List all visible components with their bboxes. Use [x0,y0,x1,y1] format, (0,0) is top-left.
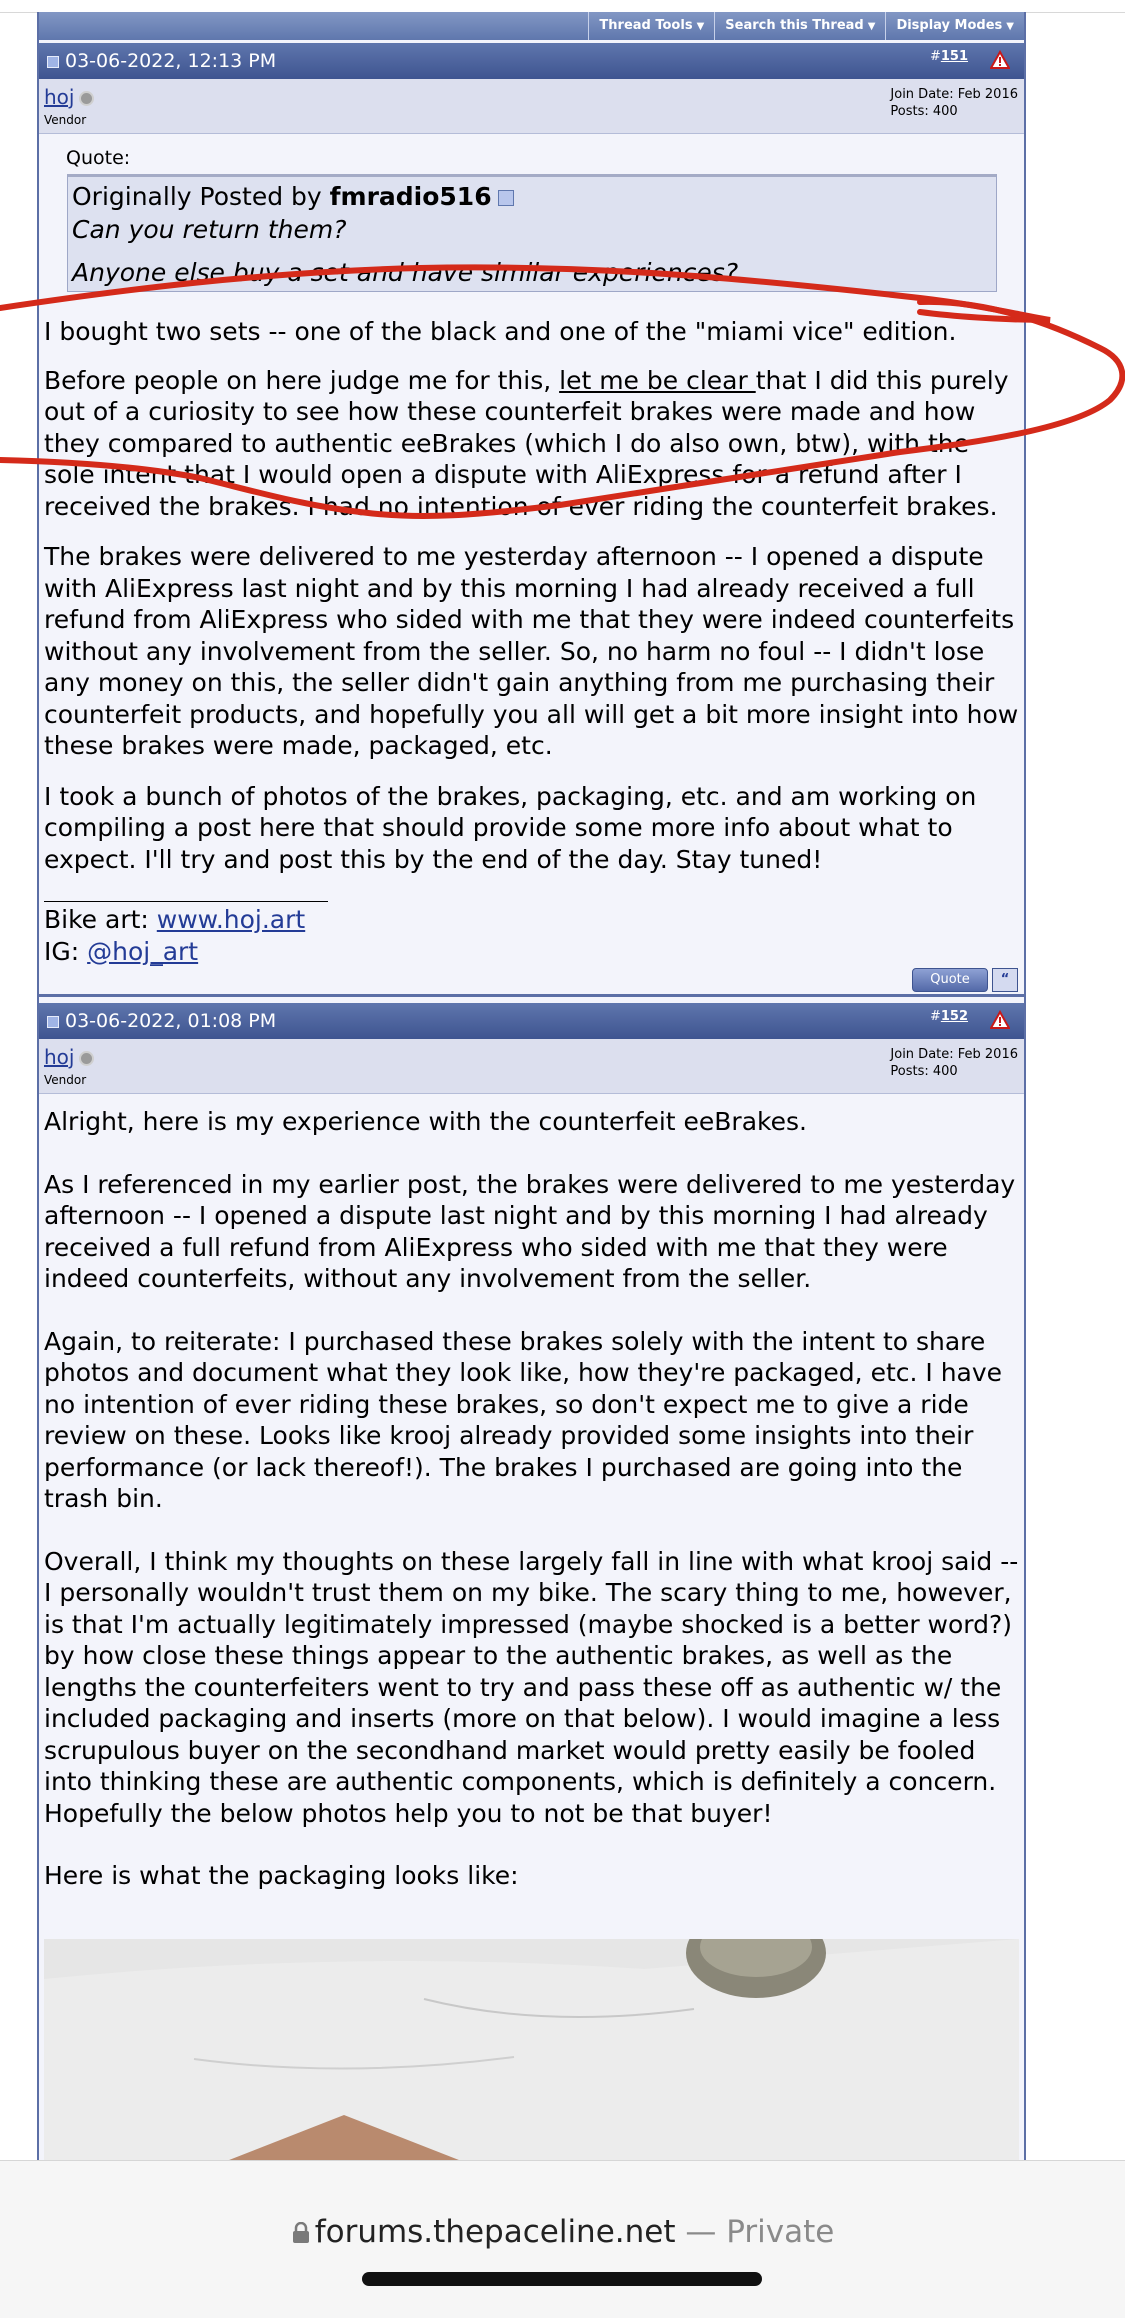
post-separator [39,994,1024,997]
signature-divider [44,901,328,902]
report-post-icon[interactable] [990,1010,1010,1030]
post-paragraph: Again, to reiterate: I purchased these brakes solely with the intent to share photos and document what they look like, how they're packaged, etc. I have no intention of ever riding these brakes, so don't expect me to give a ride review on these. Looks like krooj already provided some insights into their performance (or lack thereof!). The brakes I purchased are going into the trash bin. [44,1326,1003,1513]
post-paragraph: The brakes were delivered to me yesterday afternoon -- I opened a dispute with AliExpress last night and by this morning I had already received a full refund from AliExpress who sided with me that they were indeed counterfeits without any involvement from the seller. So, no harm no foul -- I didn't lose any money on this, the seller didn't gain anything from me purchasing their counterfeit products, and hopefully you all will get a bit more insight into how these brakes were made, packaged, etc. [44,542,1019,760]
post-number-link[interactable]: 151 [940,49,968,64]
post-date: 03-06-2022, 01:08 PM [65,1010,277,1032]
post-paragraph: Before people on here judge me for this, let me be clear that I did this purely out of a curiosity to see how these counterfeit brakes were made and how they compared to authentic eeBrakes (which I do also own, btw), with the sole intent that I would open a dispute with AliExpress for a refund after I received the brakes. I had no intention of ever riding the counterfeit brakes. [44,365,1009,521]
post-paragraph: Overall, I think my thoughts on these largely fall in line with what krooj said -- I personally wouldn't trust them on my bike. The scary thing to me, however, is that I'm actually legitimately impressed (maybe shocked is a better word?) by how close these things appear to the authentic brakes, as well as the lengths the counterfeiters went to try and pass these off as authentic w/ the included packaging and inserts (more on that below). I would imagine a less scrupulous buyer on the secondhand market would pretty easily be fooled into thinking these are authentic components, which is definitely a concern. Hopefully the below photos help you to not be that buyer! [44,1546,1019,1828]
thread-container [37,12,1026,2162]
instagram-link[interactable]: @hoj_art [87,936,199,966]
url-domain: forums.thepaceline.net [314,2214,676,2250]
post-status-icon [47,1016,59,1028]
join-date: Join Date: Feb 2016 [890,87,1018,102]
photo-content [44,1939,1019,2162]
underlined-text: let me be clear [559,365,756,395]
post-status-icon [47,56,59,68]
username-link[interactable]: hoj [44,1045,75,1069]
username-link[interactable]: hoj [44,85,75,109]
post-message [44,316,1019,875]
signature: Bike art: www.hoj.art IG: @hoj_art [44,905,306,966]
lock-icon [291,2222,311,2244]
post-paragraph: I took a bunch of photos of the brakes, packaging, etc. and am working on compiling a post here that should provide some more info about what to expect. I'll try and post this by the end of the day. Stay tuned! [44,781,977,874]
home-indicator[interactable] [362,2272,762,2286]
bike-art-link[interactable]: www.hoj.art [156,905,306,934]
packaging-photo[interactable] [44,1939,1019,2162]
post-number-link[interactable]: 152 [940,1009,968,1024]
post-date: 03-06-2022, 12:13 PM [65,50,277,72]
quote-line-2: Anyone else buy a set and have similar experiences? [72,258,739,287]
multi-quote-icon[interactable]: “ [992,968,1018,992]
quote-author: fmradio516 [329,182,492,211]
view-post-icon[interactable] [498,190,514,206]
user-role: Vendor [44,113,87,127]
post-actions [912,968,1018,992]
private-label: — Private [675,2214,835,2250]
thread-tools-menu[interactable]: Thread Tools ▼ [588,12,714,40]
offline-status-icon [79,91,94,106]
post-paragraph: I bought two sets -- one of the black and one of the "miami vice" edition. [44,317,957,346]
report-post-icon[interactable] [990,50,1010,70]
thread-toolbar [39,12,1024,40]
user-role: Vendor [44,1073,87,1087]
post-message [44,1106,1019,1892]
post-header: 03-06-2022, 12:13 PM #151 [39,43,1024,79]
quote-line-1: Can you return them? [72,215,347,244]
post-151 [39,43,1024,993]
display-modes-menu[interactable]: Display Modes ▼ [885,12,1024,40]
join-date: Join Date: Feb 2016 [890,1047,1018,1062]
address-bar[interactable] [0,2214,1125,2250]
quote-box: Originally Posted by fmradio516 Can you return them? Anyone else buy a set and have similar experiences? [67,174,997,292]
post-count: Posts: 400 [890,104,958,119]
browser-bottom-bar [0,2160,1125,2318]
caret-down-icon: ▼ [696,21,705,32]
search-thread-menu[interactable]: Search this Thread ▼ [714,12,885,40]
caret-down-icon: ▼ [1006,21,1014,32]
post-user-info [39,79,1024,134]
post-paragraph: As I referenced in my earlier post, the brakes were delivered to me yesterday afternoon -- I opened a dispute last night and by this morning I had already received a full refund from AliExpress who sided with me that they were indeed counterfeits, without any involvement from the seller. [44,1169,1016,1293]
post-count: Posts: 400 [890,1064,958,1079]
post-paragraph: Alright, here is my experience with the counterfeit eeBrakes. [44,1107,807,1136]
post-paragraph: Here is what the packaging looks like: [44,1861,519,1890]
quote-label: Quote: [66,147,131,169]
offline-status-icon [79,1051,94,1066]
caret-down-icon: ▼ [867,21,876,32]
post-user-info [39,1039,1024,1094]
quote-button[interactable]: Quote [912,968,988,992]
post-header: 03-06-2022, 01:08 PM #152 [39,1003,1024,1039]
